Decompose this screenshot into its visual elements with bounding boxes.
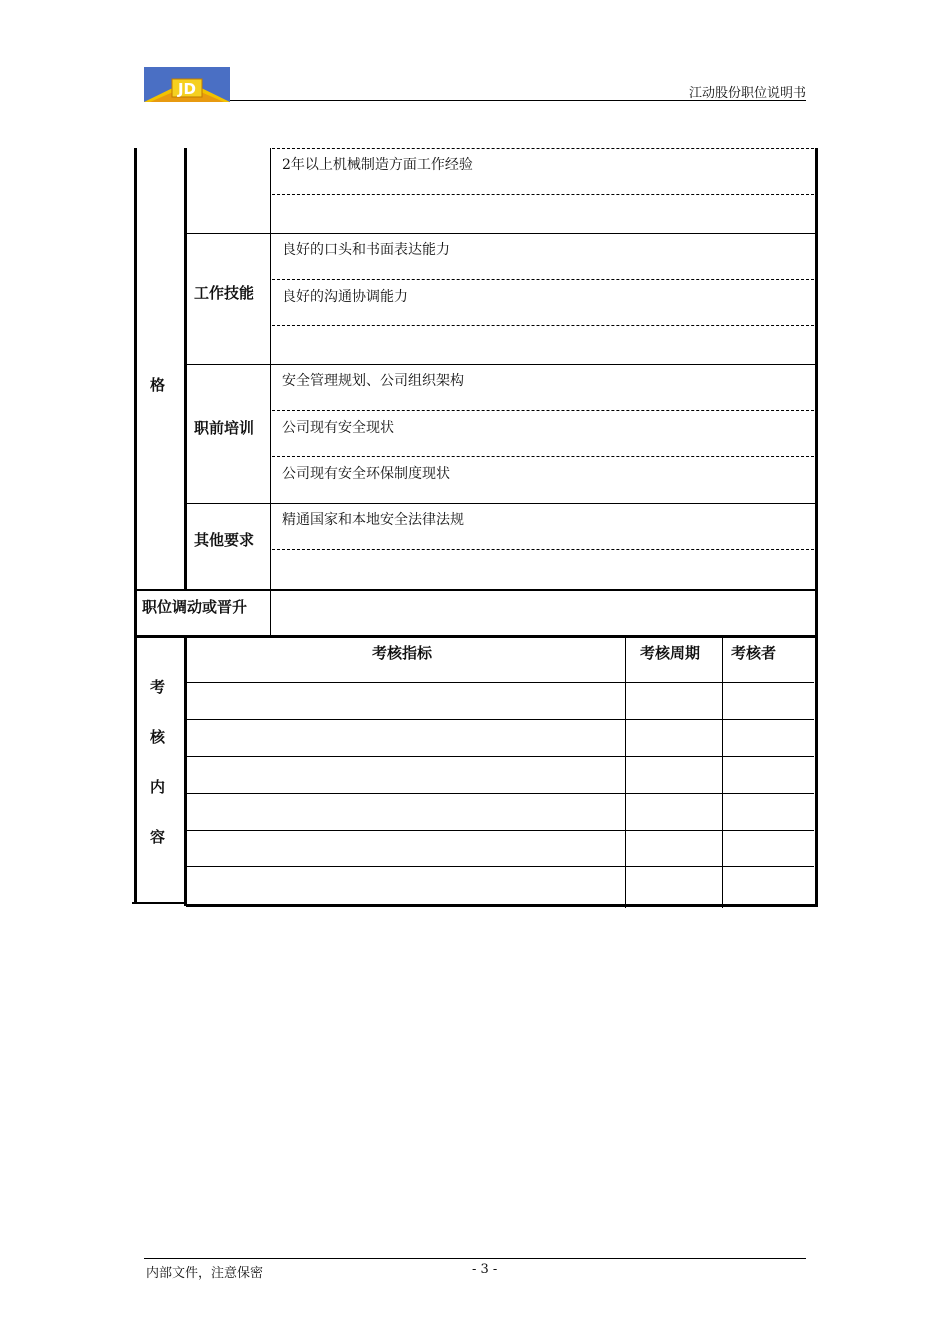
assessment-label-char: 考 [150,678,166,696]
assessment-header-period: 考核周期 [640,644,701,662]
qualification-section-label: 格 [150,376,166,394]
page-number: - 3 - [472,1262,498,1277]
assessment-label-char: 核 [150,728,166,746]
training-item: 公司现有安全现状 [282,420,394,436]
skills-label: 工作技能 [194,284,255,302]
assessment-label-char: 容 [150,828,166,846]
other-requirements-item: 精通国家和本地安全法律法规 [282,512,464,528]
skills-item: 良好的口头和书面表达能力 [282,242,450,258]
experience-item: 2年以上机械制造方面工作经验 [282,157,473,173]
assessment-label-char: 内 [150,778,166,796]
logo-text: JD [177,80,197,98]
assessment-header-assessor: 考核者 [731,644,777,662]
company-logo [144,67,230,102]
training-item: 公司现有安全环保制度现状 [282,466,450,482]
skills-item: 良好的沟通协调能力 [282,289,408,305]
assessment-header-indicator: 考核指标 [372,644,433,662]
training-label: 职前培训 [194,419,255,437]
training-item: 安全管理规划、公司组织架构 [282,373,464,389]
footer-rule [144,1258,806,1259]
promotion-label: 职位调动或晋升 [142,598,248,616]
document-title: 江动股份职位说明书 [688,86,806,101]
footer-confidential-note: 内部文件，注意保密 [146,1266,264,1281]
other-requirements-label: 其他要求 [194,531,255,549]
